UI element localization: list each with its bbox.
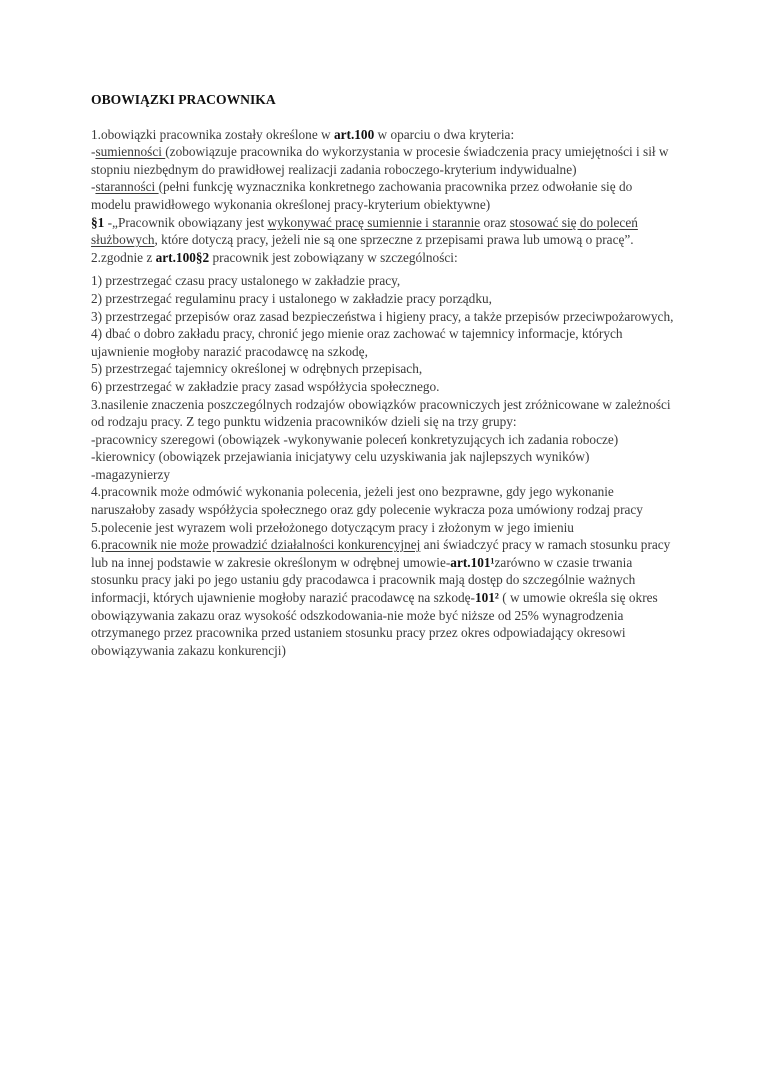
p4-underlined-1: wykonywać pracę sumiennie i starannie <box>267 214 481 230</box>
paragraph-starannosc <box>91 178 675 213</box>
p12-number: 6. <box>91 537 101 553</box>
paragraph-3: 3.nasilenie znaczenia poszczególnych rodzajów obowiązków pracowniczych jest zróżnicowane w zależności od rodzaju pracy. Z tego punktu widzenia pracowników dzieli się na trzy grupy: <box>91 396 671 430</box>
paragraph-5: 5.polecenie jest wyrazem woli przełożonego dotyczącym pracy i złożonym w jego imieniu <box>91 519 574 535</box>
p12-underlined: pracownik nie może prowadzić działalności konkurencyjnej <box>100 537 421 553</box>
p12-article-ref-2: 101² <box>474 590 499 606</box>
p1-text-a: 1.obowiązki pracownika zostały określone w <box>91 126 334 142</box>
p12-text-d: zarówno w czasie trwania stosunku pracy jaki po jego ustaniu gdy pracodawca i pracownik mają dostęp do szczególnie ważnych informacji, których ujawnienie mogłoby narazić pracodawcę na szkodę- <box>91 554 636 606</box>
p12-article-ref-1: art.101¹ <box>450 554 495 570</box>
p1-article-ref: art.100 <box>333 126 375 142</box>
p3-text: (pełni funkcję wyznacznika konkretnego zachowania pracownika przez odwołanie się do modelu prawidłowego wykonania określonej pracy-kryterium obiektywne) <box>91 179 633 212</box>
list-item: 3) przestrzegać przepisów oraz zasad bezpieczeństwa i higieny pracy, a także przepisów przeciwpożarowych, <box>91 308 674 324</box>
p2-term: sumienności <box>95 144 166 160</box>
group-szeregowi: -pracownicy szeregowi (obowiązek -wykonywanie poleceń konkretyzujących ich zadania robocze) <box>91 431 619 447</box>
p5-article-ref: art.100§2 <box>155 249 210 265</box>
document-body <box>91 91 675 659</box>
p4-text-c: oraz <box>480 214 510 230</box>
p5-text-c: pracownik jest zobowiązany w szczególności: <box>209 249 458 265</box>
p4-text-d: , które dotyczą pracy, jeżeli nie są one sprzeczne z przepisami prawa lub umową o pracę”. <box>154 232 634 248</box>
p12-text-c: ani świadczyć pracy w ramach stosunku pracy lub na innej podstawie w zakresie określonym w odrębnej umowie- <box>91 537 671 570</box>
p1-text-c: w oparciu o dwa kryteria: <box>374 126 515 142</box>
paragraph-4: 4.pracownik może odmówić wykonania polecenia, jeżeli jest ono bezprawne, gdy jego wykonanie naruszałoby zasady współżycia społecznego oraz gdy polecenie wykracza poza umówiony rodzaj pracy <box>91 484 643 518</box>
p12-text-e: ( w umowie określa się okres obowiązywania zakazu oraz wysokość odszkodowania-nie może być niższe od 25% wynagrodzenia otrzymanego przez pracownika przed ustaniem stosunku pracy przez okres odpowiadający okresowi obowiązywania zakazu konkurencji) <box>91 590 658 658</box>
p2-text: (zobowiązuje pracownika do wykorzystania w procesie świadczenia pracy umiejętności i sił w stopniu niezbędnym do prawidłowej realizacji zadania roboczego-kryterium indywidualne) <box>91 144 669 177</box>
paragraph-par1 <box>91 214 675 249</box>
paragraph-1 <box>91 126 675 144</box>
p3-dash: - <box>91 179 96 195</box>
p3-term: staranności <box>95 179 159 195</box>
p2-dash: - <box>91 144 96 160</box>
p5-text-a: 2.zgodnie z <box>91 249 156 265</box>
paragraph-6 <box>91 536 675 659</box>
list-item: 6) przestrzegać w zakładzie pracy zasad współżycia społecznego. <box>91 378 440 394</box>
group-magazynierzy: -magazynierzy <box>91 466 170 482</box>
document-title: OBOWIĄZKI PRACOWNIKA <box>91 92 276 107</box>
list-item: 5) przestrzegać tajemnicy określonej w odrębnych przepisach, <box>91 361 423 377</box>
p4-text-a: -„Pracownik obowiązany jest <box>104 214 268 230</box>
paragraph-2 <box>91 249 675 267</box>
group-kierownicy: -kierownicy (obowiązek przejawiania inicjatywy celu uzyskiwania jak najlepszych wyników) <box>91 449 590 465</box>
p4-underlined-2: stosować się do poleceń służbowych <box>91 214 638 248</box>
p4-section-mark: §1 <box>91 214 105 230</box>
list-item: 2) przestrzegać regulaminu pracy i ustalonego w zakładzie pracy porządku, <box>91 290 492 306</box>
paragraph-sumiennosc <box>91 143 675 178</box>
list-item: 1) przestrzegać czasu pracy ustalonego w zakładzie pracy, <box>91 273 401 289</box>
list-item: 4) dbać o dobro zakładu pracy, chronić jego mienie oraz zachować w tajemnicy informacje, których ujawnienie mogłoby narazić pracodawcę na szkodę, <box>91 326 623 359</box>
